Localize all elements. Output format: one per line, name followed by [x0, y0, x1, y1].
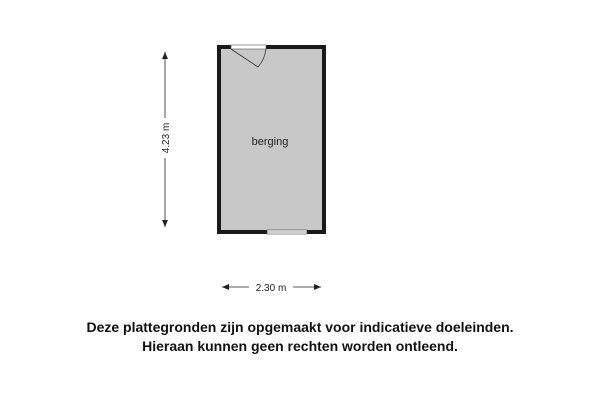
door-opening: [231, 45, 266, 49]
height-dimension: [158, 52, 172, 227]
wall-bottom-left: [217, 230, 267, 234]
disclaimer-line-1: Deze plattegronden zijn opgemaakt voor indicatieve doeleinden.: [86, 319, 514, 335]
wall-bottom-right: [307, 230, 326, 234]
disclaimer: [0, 318, 600, 356]
height-dimension-label: 4.23 m: [161, 122, 172, 154]
window: [267, 230, 307, 234]
wall-right: [322, 45, 326, 234]
room-label: berging: [251, 136, 289, 148]
wall-left: [217, 45, 221, 234]
width-dimension: [222, 280, 321, 294]
width-dimension-label: 2.30 m: [255, 283, 287, 294]
wall-top-right: [266, 45, 326, 49]
disclaimer-line-2: Hieraan kunnen geen rechten worden ontleend.: [142, 338, 458, 354]
